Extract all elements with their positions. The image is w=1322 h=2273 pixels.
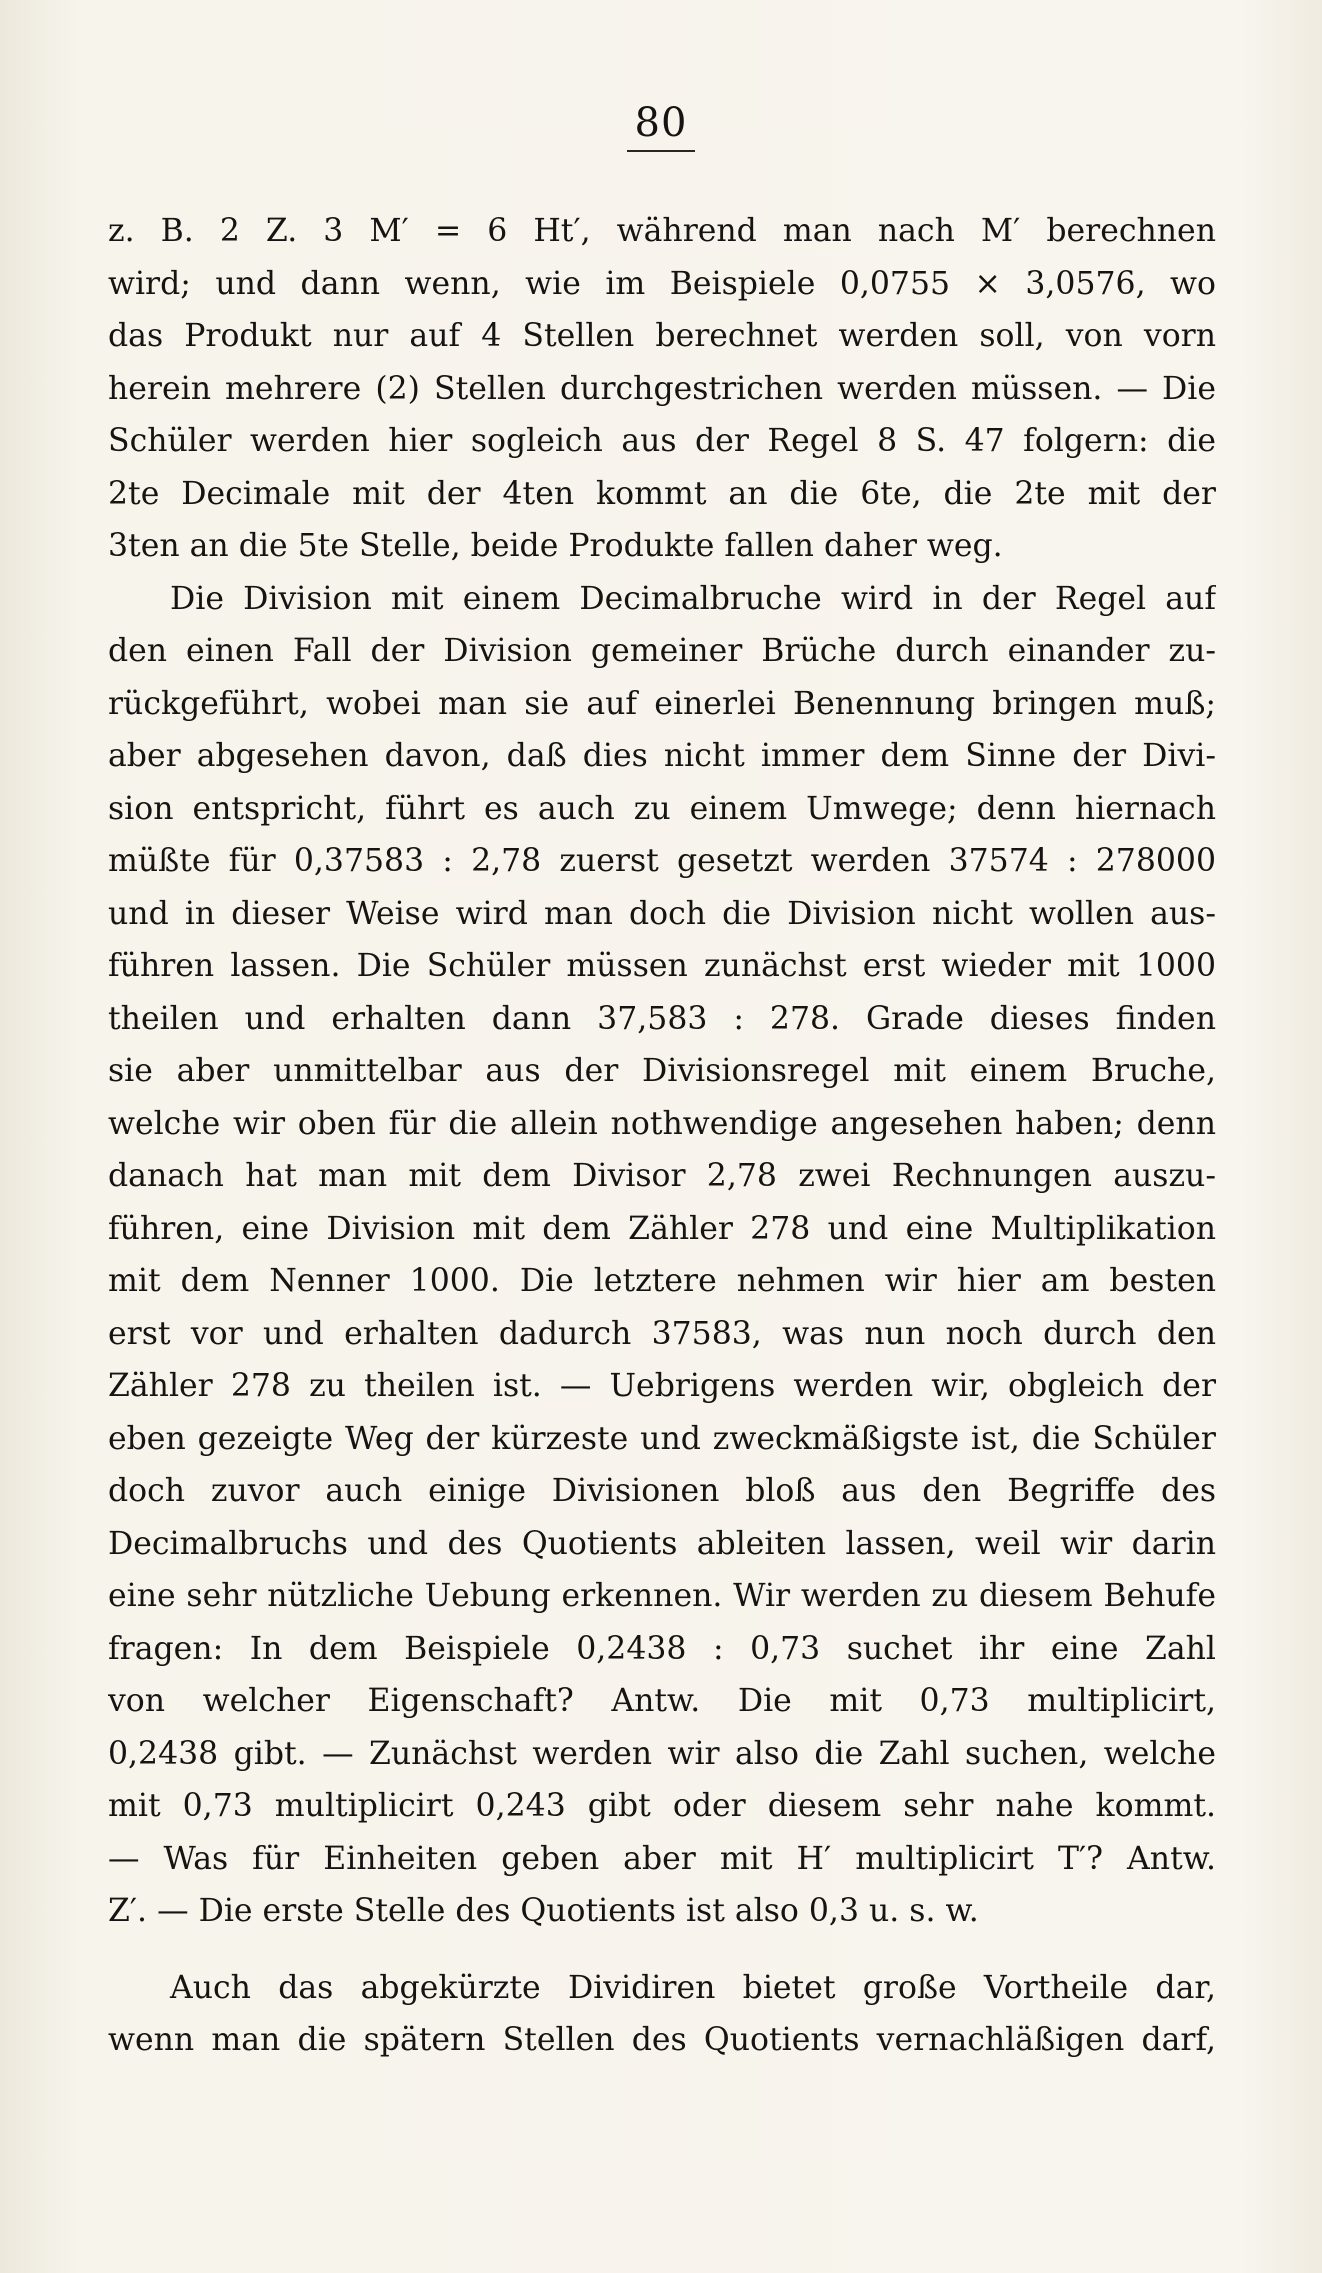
- page-number-text: 80: [627, 100, 696, 152]
- text-line: führen, eine Division mit dem Zähler 278 und eine Multiplikation: [108, 1210, 1216, 1247]
- text-line: theilen und erhalten dann 37,583 : 278. Grade dieses finden: [108, 1000, 1216, 1037]
- text-line: Zähler 278 zu theilen ist. — Uebrigens werden wir, obgleich der: [108, 1368, 1216, 1404]
- text-line: z. B. 2 Z. 3 M′ = 6 Ht′, während man nach M′ berechnen: [108, 213, 1216, 249]
- text-line: mit dem Nenner 1000. Die letztere nehmen wir hier am besten: [108, 1263, 1216, 1299]
- text-line: das Produkt nur auf 4 Stellen berechnet werden soll, von vorn: [108, 318, 1216, 354]
- text-line: aber abgesehen davon, daß dies nicht immer dem Sinne der Divi-: [108, 738, 1216, 774]
- text-line: wenn man die spätern Stellen des Quotients vernachläßigen darf,: [108, 2022, 1216, 2058]
- text-line: müßte für 0,37583 : 2,78 zuerst gesetzt werden 37574 : 278000: [108, 843, 1216, 879]
- text-line: eine sehr nützliche Uebung erkennen. Wir werden zu diesem Behufe: [108, 1578, 1216, 1614]
- paragraph-1: [108, 205, 1216, 573]
- text-line: Z′. — Die erste Stelle des Quotients ist also 0,3 u. s. w.: [108, 1893, 979, 1929]
- text-line: mit 0,73 multiplicirt 0,243 gibt oder diesem sehr nahe kommt.: [108, 1788, 1216, 1824]
- paragraph-3: [108, 1962, 1216, 2067]
- text-line: wird; und dann wenn, wie im Beispiele 0,0755 × 3,0576, wo: [108, 265, 1216, 302]
- text-line: herein mehrere (2) Stellen durchgestrichen werden müssen. — Die: [108, 370, 1216, 407]
- text-line: von welcher Eigenschaft? Antw. Die mit 0,73 multiplicirt,: [108, 1683, 1216, 1719]
- text-line: welche wir oben für die allein nothwendige angesehen haben; denn: [108, 1105, 1216, 1142]
- text-line: danach hat man mit dem Divisor 2,78 zwei Rechnungen auszu-: [108, 1158, 1216, 1194]
- body-text: [108, 205, 1216, 2067]
- text-line: Decimalbruchs und des Quotients ableiten lassen, weil wir darin: [108, 1525, 1216, 1562]
- text-line: rückgeführt, wobei man sie auf einerlei Benennung bringen muß;: [108, 685, 1216, 722]
- text-line: 2te Decimale mit der 4ten kommt an die 6te, die 2te mit der: [108, 475, 1216, 512]
- text-line: 3ten an die 5te Stelle, beide Produkte fallen daher weg.: [108, 528, 1003, 564]
- text-line: doch zuvor auch einige Divisionen bloß aus den Begriffe des: [108, 1473, 1216, 1509]
- text-line: Die Division mit einem Decimalbruche wird in der Regel auf: [170, 580, 1216, 617]
- text-line: erst vor und erhalten dadurch 37583, was nun noch durch den: [108, 1315, 1216, 1352]
- text-line: fragen: In dem Beispiele 0,2438 : 0,73 suchet ihr eine Zahl: [108, 1630, 1216, 1667]
- page-number: [0, 100, 1322, 152]
- text-line: 0,2438 gibt. — Zunächst werden wir also die Zahl suchen, welche: [108, 1735, 1216, 1772]
- text-line: Schüler werden hier sogleich aus der Regel 8 S. 47 folgern: die: [108, 423, 1216, 459]
- text-line: eben gezeigte Weg der kürzeste und zweckmäßigste ist, die Schüler: [108, 1420, 1216, 1457]
- text-line: sion entspricht, führt es auch zu einem Umwege; denn hiernach: [108, 790, 1216, 827]
- text-line: sie aber unmittelbar aus der Divisionsregel mit einem Bruche,: [108, 1053, 1216, 1089]
- text-line: führen lassen. Die Schüler müssen zunächst erst wieder mit 1000: [108, 948, 1216, 984]
- text-line: Auch das abgekürzte Dividiren bietet große Vortheile dar,: [170, 1969, 1216, 2006]
- text-line: — Was für Einheiten geben aber mit H′ multiplicirt T′? Antw.: [108, 1840, 1216, 1877]
- text-line: und in dieser Weise wird man doch die Division nicht wollen aus-: [108, 895, 1216, 932]
- paragraph-2: [108, 573, 1216, 1938]
- paragraph-spacer: [108, 1938, 1216, 1962]
- text-line: den einen Fall der Division gemeiner Brüche durch einander zu-: [108, 633, 1216, 669]
